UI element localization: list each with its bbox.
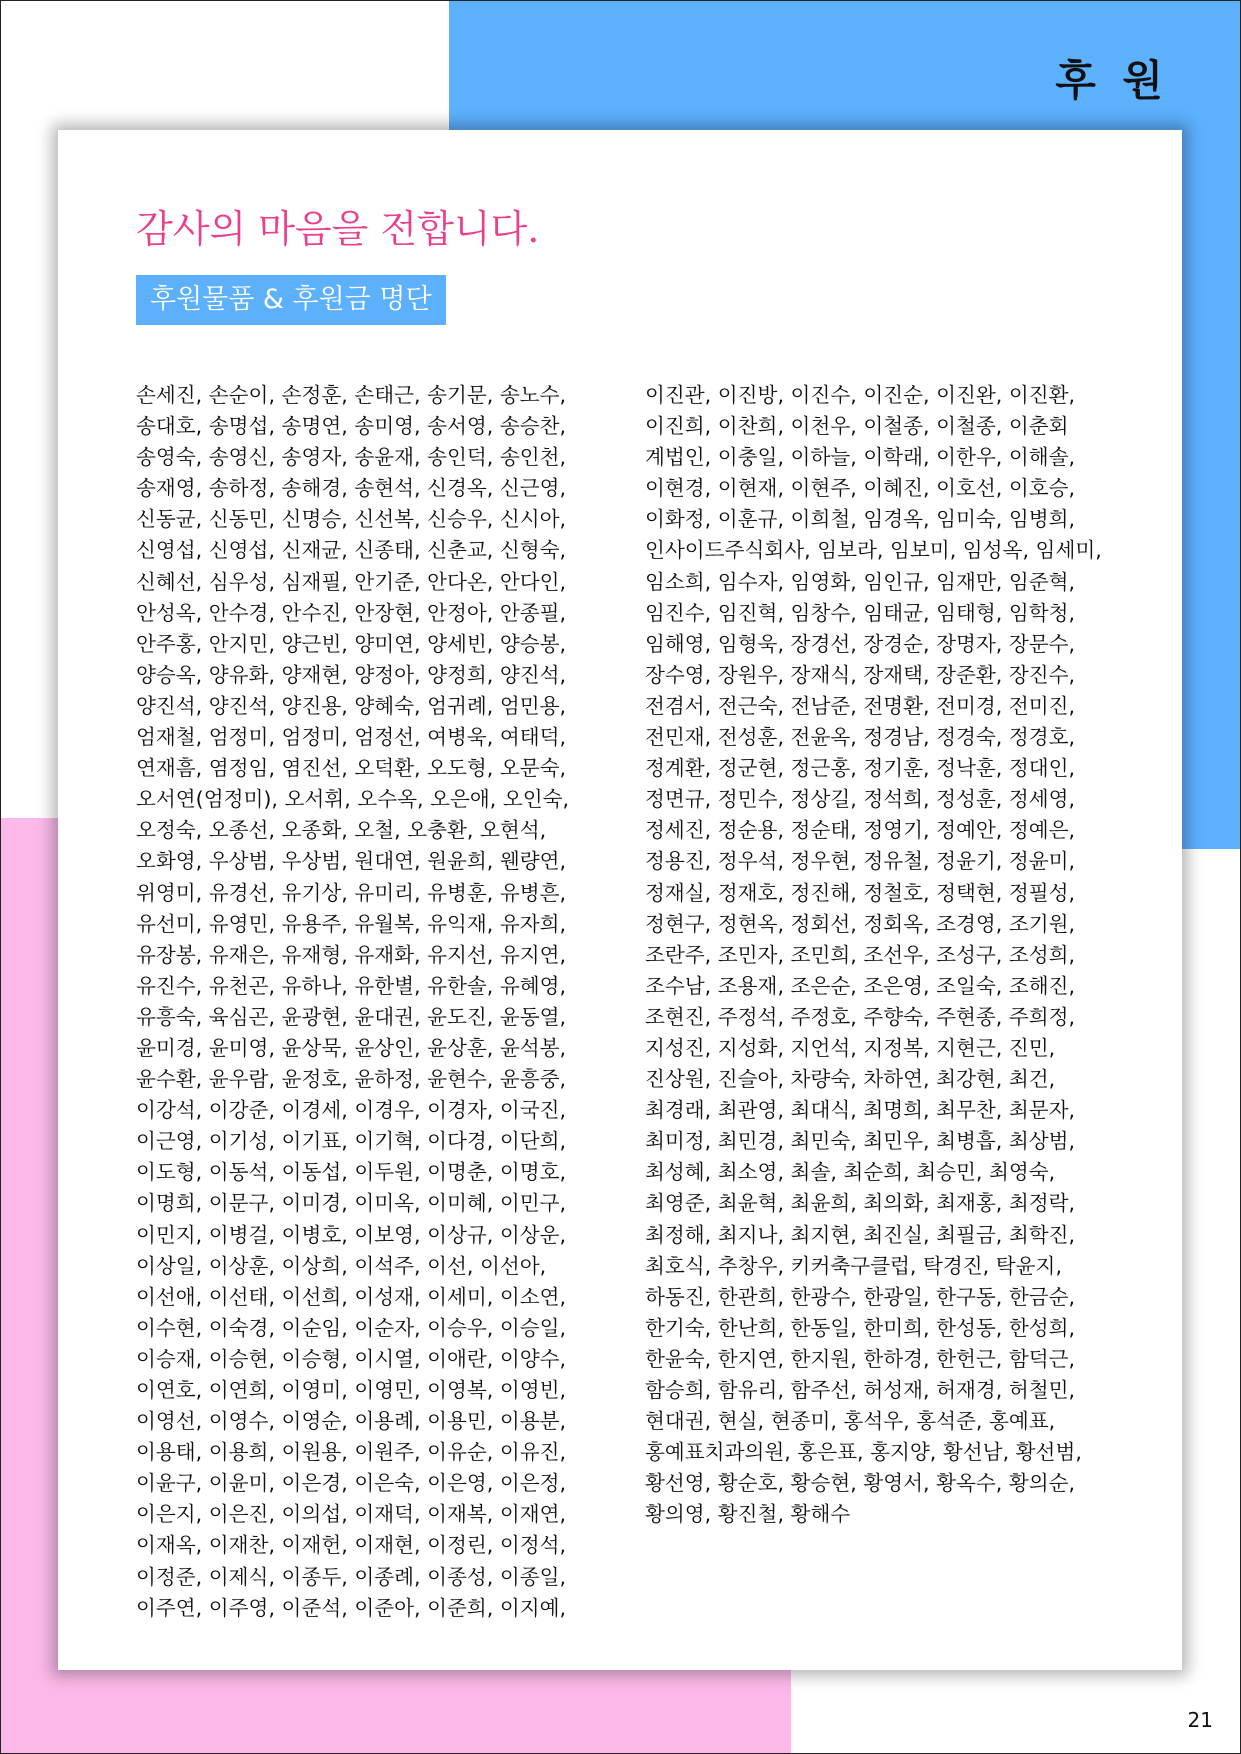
- donor-list-line: 이현경, 이현재, 이현주, 이혜진, 이호선, 이호승,: [645, 476, 1076, 501]
- donor-list-line: 현대권, 현실, 현종미, 홍석우, 홍석준, 홍예표,: [645, 1409, 1056, 1434]
- donor-list-line: 연재흠, 염정임, 염진선, 오덕환, 오도형, 오문숙,: [136, 756, 567, 781]
- donor-list-line: 이근영, 이기성, 이기표, 이기혁, 이다경, 이단희,: [136, 1129, 567, 1154]
- donor-list-left: [136, 380, 569, 1624]
- donor-list-right: [645, 380, 1102, 1530]
- donor-list-line: 유흥숙, 육심곤, 윤광현, 윤대권, 윤도진, 윤동열,: [136, 1004, 567, 1029]
- donor-list-line: 손세진, 손순이, 손정훈, 손태근, 송기문, 송노수,: [136, 383, 567, 407]
- donor-list-line: 양승옥, 양유화, 양재현, 양정아, 양정희, 양진석,: [136, 662, 567, 687]
- subtitle-badge: 후원물품 & 후원금 명단: [136, 275, 446, 325]
- donor-list-line: 이주연, 이주영, 이준석, 이준아, 이준희, 이지예,: [136, 1595, 567, 1620]
- donor-list-line: 이상일, 이상훈, 이상희, 이석주, 이선, 이선아,: [136, 1253, 547, 1278]
- donor-list-line: 계법인, 이충일, 이하늘, 이학래, 이한우, 이해솔,: [645, 445, 1076, 470]
- donor-list-line: 이연호, 이연희, 이영미, 이영민, 이영복, 이영빈,: [136, 1378, 567, 1402]
- donor-list-line: 이용태, 이용희, 이원용, 이원주, 이유순, 이유진,: [136, 1440, 567, 1465]
- donor-list-line: 최호식, 추창우, 키커축구클럽, 탁경진, 탁윤지,: [645, 1253, 1062, 1278]
- donor-list-line: 신동균, 신동민, 신명승, 신선복, 신승우, 신시아,: [136, 507, 567, 532]
- donor-list-line: 황선영, 황순호, 황승현, 황영서, 황옥수, 황의순,: [645, 1471, 1076, 1496]
- donor-list-line: 최영준, 최윤혁, 최윤희, 최의화, 최재홍, 최정락,: [645, 1191, 1076, 1216]
- donor-list-line: 이정준, 이제식, 이종두, 이종례, 이종성, 이종일,: [136, 1564, 567, 1589]
- donor-list-line: 안성옥, 안수경, 안수진, 안장현, 안정아, 안종필,: [136, 600, 567, 625]
- donor-list-line: 최경래, 최관영, 최대식, 최명희, 최무찬, 최문자,: [645, 1098, 1076, 1123]
- donor-list-line: 정용진, 정우석, 정우현, 정유철, 정윤기, 정윤미,: [645, 849, 1076, 874]
- donor-list-line: 임해영, 임형욱, 장경선, 장경순, 장명자, 장문수,: [645, 631, 1076, 656]
- donor-list-line: 이화정, 이훈규, 이희철, 임경옥, 임미숙, 임병희,: [645, 507, 1076, 532]
- donor-list-line: 신혜선, 심우성, 심재필, 안기준, 안다온, 안다인,: [136, 569, 567, 594]
- donor-list-line: 지성진, 지성화, 지언석, 지정복, 지현근, 진민,: [645, 1035, 1056, 1060]
- donor-list-line: 오정숙, 오종선, 오종화, 오철, 오충환, 오현석,: [136, 818, 547, 843]
- donor-list-line: 윤미경, 윤미영, 윤상묵, 윤상인, 윤상훈, 윤석봉,: [136, 1035, 567, 1060]
- donor-list-line: 진상원, 진슬아, 차량숙, 차하연, 최강현, 최건,: [645, 1067, 1056, 1092]
- donor-list-line: 이진희, 이찬희, 이천우, 이철종, 이철종, 이춘회: [645, 414, 1069, 439]
- donor-list-line: 한윤숙, 한지연, 한지원, 한하경, 한헌근, 함덕근,: [645, 1346, 1076, 1371]
- donor-list-line: 이강석, 이강준, 이경세, 이경우, 이경자, 이국진,: [136, 1098, 567, 1123]
- donor-list-line: 조수남, 조용재, 조은순, 조은영, 조일숙, 조해진,: [645, 973, 1076, 998]
- donor-list-line: 송재영, 송하정, 송해경, 송현석, 신경옥, 신근영,: [136, 476, 567, 501]
- donor-list-line: 정세진, 정순용, 정순태, 정영기, 정예안, 정예은,: [645, 818, 1076, 843]
- donor-list-line: 유선미, 유영민, 유용주, 유월복, 유익재, 유자희,: [136, 911, 567, 936]
- donor-list-line: 조란주, 조민자, 조민희, 조선우, 조성구, 조성희,: [645, 942, 1076, 967]
- donor-list-line: 최미정, 최민경, 최민숙, 최민우, 최병흡, 최상범,: [645, 1129, 1076, 1154]
- donor-list-line: 이윤구, 이윤미, 이은경, 이은숙, 이은영, 이은정,: [136, 1471, 567, 1496]
- donor-list-line: 윤수환, 윤우람, 윤정호, 윤하정, 윤현수, 윤흥중,: [136, 1067, 567, 1092]
- donor-list-line: 이도형, 이동석, 이동섭, 이두원, 이명춘, 이명호,: [136, 1160, 567, 1185]
- donor-list-line: 정현구, 정현옥, 정회선, 정회옥, 조경영, 조기원,: [645, 911, 1076, 936]
- donor-list-line: 이은지, 이은진, 이의섭, 이재덕, 이재복, 이재연,: [136, 1502, 567, 1527]
- donor-list-line: 장수영, 장원우, 장재식, 장재택, 장준환, 장진수,: [645, 662, 1076, 687]
- donor-list-line: 황의영, 황진철, 황해수: [645, 1502, 851, 1527]
- donor-list-line: 정재실, 정재호, 정진해, 정철호, 정택현, 정필성,: [645, 880, 1076, 905]
- donor-list-line: 오화영, 우상범, 우상범, 원대연, 원윤희, 웬량연,: [136, 849, 567, 874]
- donor-list-line: 신영섭, 신영섭, 신재균, 신종태, 신춘교, 신형숙,: [136, 538, 567, 563]
- donor-list-line: 홍예표치과의원, 홍은표, 홍지양, 황선남, 황선범,: [645, 1440, 1082, 1465]
- section-title: 후 원: [1055, 56, 1169, 105]
- donor-list-line: 함승희, 함유리, 함주선, 허성재, 허재경, 허철민,: [645, 1378, 1076, 1402]
- headline: 감사의 마음을 전합니다.: [136, 207, 540, 251]
- donor-list-line: 오서연(엄정미), 오서휘, 오수옥, 오은애, 오인숙,: [136, 787, 570, 812]
- donor-list-line: 양진석, 양진석, 양진용, 양혜숙, 엄귀례, 엄민용,: [136, 693, 567, 718]
- donor-list-line: 위영미, 유경선, 유기상, 유미리, 유병훈, 유병흔,: [136, 880, 567, 905]
- donor-list-line: 엄재철, 엄정미, 엄정미, 엄정선, 여병욱, 여태덕,: [136, 725, 567, 750]
- donor-list-line: 이민지, 이병걸, 이병호, 이보영, 이상규, 이상운,: [136, 1222, 567, 1247]
- donor-list-line: 이승재, 이승현, 이승형, 이시열, 이애란, 이양수,: [136, 1346, 567, 1371]
- donor-list-line: 유진수, 유천곤, 유하나, 유한별, 유한솔, 유혜영,: [136, 973, 567, 998]
- donor-list-line: 이재옥, 이재찬, 이재헌, 이재현, 이정린, 이정석,: [136, 1533, 567, 1558]
- donor-list-line: 이수현, 이숙경, 이순임, 이순자, 이승우, 이승일,: [136, 1315, 567, 1340]
- donor-list-line: 전겸서, 전근숙, 전남준, 전명환, 전미경, 전미진,: [645, 693, 1076, 718]
- donor-list-line: 최성혜, 최소영, 최솔, 최순희, 최승민, 최영숙,: [645, 1160, 1056, 1185]
- donor-list-line: 유장봉, 유재은, 유재형, 유재화, 유지선, 유지연,: [136, 942, 567, 967]
- content-card: [58, 130, 1182, 1670]
- donor-list-line: 조현진, 주정석, 주정호, 주향숙, 주현종, 주희정,: [645, 1004, 1076, 1029]
- donor-list-line: 한기숙, 한난희, 한동일, 한미희, 한성동, 한성희,: [645, 1315, 1076, 1340]
- donor-list-line: 인사이드주식회사, 임보라, 임보미, 임성옥, 임세미,: [645, 538, 1102, 563]
- donor-list-line: 이선애, 이선태, 이선희, 이성재, 이세미, 이소연,: [136, 1284, 567, 1309]
- donor-list-line: 이영선, 이영수, 이영순, 이용례, 이용민, 이용분,: [136, 1409, 567, 1434]
- donor-list-line: 임소희, 임수자, 임영화, 임인규, 임재만, 임준혁,: [645, 569, 1076, 594]
- donor-list-line: 이명희, 이문구, 이미경, 이미옥, 이미혜, 이민구,: [136, 1191, 567, 1216]
- donor-list-line: 송대호, 송명섭, 송명연, 송미영, 송서영, 송승찬,: [136, 414, 567, 439]
- donor-list-line: 전민재, 전성훈, 전윤옥, 정경남, 정경숙, 정경호,: [645, 725, 1076, 750]
- donor-list-line: 하동진, 한관희, 한광수, 한광일, 한구동, 한금순,: [645, 1284, 1076, 1309]
- donor-list-line: 정면규, 정민수, 정상길, 정석희, 정성훈, 정세영,: [645, 787, 1076, 812]
- donor-list-line: 안주홍, 안지민, 양근빈, 양미연, 양세빈, 양승봉,: [136, 631, 567, 656]
- page-number: 21: [1187, 1708, 1213, 1732]
- donor-list-line: 최정해, 최지나, 최지현, 최진실, 최필금, 최학진,: [645, 1222, 1076, 1247]
- donor-list-line: 임진수, 임진혁, 임창수, 임태균, 임태형, 임학청,: [645, 600, 1076, 625]
- donor-list-line: 정계환, 정군현, 정근홍, 정기훈, 정낙훈, 정대인,: [645, 756, 1076, 781]
- donor-list-line: 송영숙, 송영신, 송영자, 송윤재, 송인덕, 송인천,: [136, 445, 567, 470]
- donor-list-line: 이진관, 이진방, 이진수, 이진순, 이진완, 이진환,: [645, 383, 1076, 407]
